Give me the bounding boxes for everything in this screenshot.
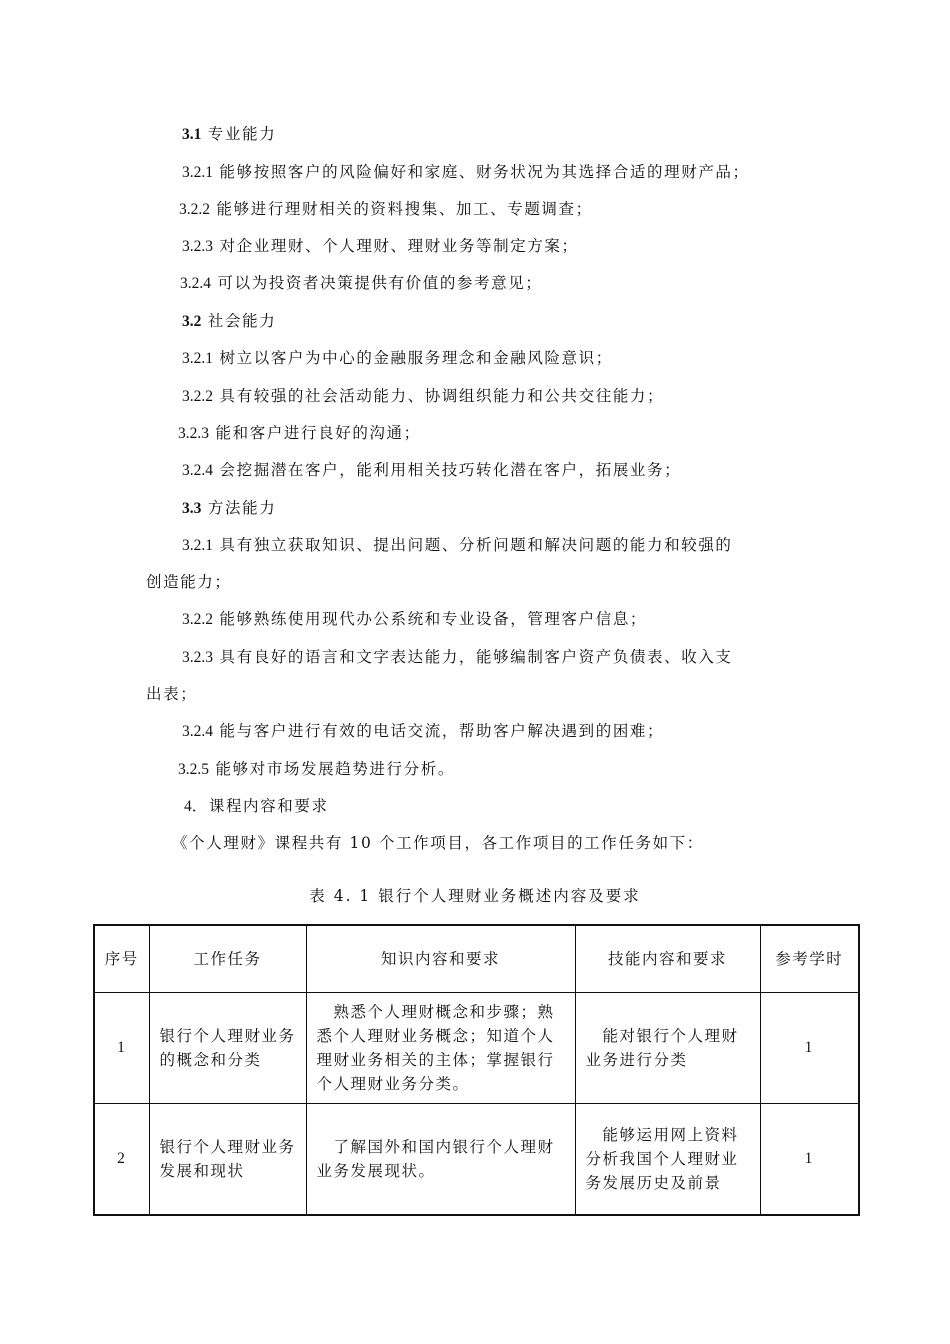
item-text: 能够进行理财相关的资料搜集、加工、专题调查；: [210, 200, 593, 218]
item-number: 3.2.2: [182, 611, 213, 628]
cell-task: 银行个人理财业务的概念和分类: [149, 993, 306, 1104]
cell-index: 2: [94, 1104, 149, 1216]
list-item: [182, 346, 613, 368]
list-item: [182, 719, 664, 741]
item-text: 出表；: [146, 685, 198, 703]
header-hours: 参考学时: [760, 925, 859, 993]
item-number: 3.2.3: [182, 649, 213, 666]
cell-hours: 1: [760, 1104, 859, 1216]
cell-task: 银行个人理财业务发展和现状: [149, 1104, 306, 1216]
item-text: 具有较强的社会活动能力、协调组织能力和公共交往能力；: [213, 387, 665, 405]
list-item-continuation: [146, 570, 232, 592]
section-number: 3.3: [182, 500, 202, 517]
section-heading-professional: [182, 122, 276, 144]
item-number: 3.2.2: [182, 388, 213, 405]
section-heading-method: [182, 496, 276, 518]
item-text: 能够对市场发展趋势进行分析。: [209, 760, 455, 778]
course-table: [93, 924, 860, 1216]
item-number: 3.2.1: [182, 350, 213, 367]
list-item-continuation: [146, 682, 197, 704]
item-number: 3.2.3: [182, 238, 213, 255]
section-heading-social: [182, 309, 276, 331]
item-text: 能与客户进行有效的电话交流，帮助客户解决遇到的困难；: [213, 722, 665, 740]
list-item: [182, 607, 647, 629]
table-row: [94, 993, 859, 1104]
list-item: [182, 234, 579, 256]
item-number: 3.2.5: [178, 761, 209, 778]
item-text: 树立以客户为中心的金融服务理念和金融风险意识；: [213, 349, 613, 367]
item-number: 3.2.4: [182, 723, 213, 740]
item-text: 会挖掘潜在客户，能利用相关技巧转化潜在客户，拓展业务；: [213, 461, 682, 479]
item-text: 对企业理财、个人理财、理财业务等制定方案；: [213, 237, 579, 255]
item-text: 具有良好的语言和文字表达能力，能够编制客户资产负债表、收入支: [213, 648, 733, 666]
list-item: [178, 757, 455, 779]
intro-text: 《个人理财》课程共有 10 个工作项目，各工作项目的工作任务如下：: [172, 834, 704, 852]
list-item: [182, 160, 750, 182]
section-number: 3.1: [182, 126, 202, 143]
item-number: 3.2.4: [180, 275, 211, 292]
item-text: 能够按照客户的风险偏好和家庭、财务状况为其选择合适的理财产品；: [213, 163, 750, 181]
item-text: 具有独立获取知识、提出问题、分析问题和解决问题的能力和较强的: [213, 536, 733, 554]
cell-skill: 能对银行个人理财业务进行分类: [575, 993, 760, 1104]
section-title: 方法能力: [201, 499, 277, 517]
item-number: 3.2.1: [182, 164, 213, 181]
list-item: [182, 384, 664, 406]
cell-skill: 能够运用网上资料分析我国个人理财业务发展历史及前景: [575, 1104, 760, 1216]
section-title: 社会能力: [201, 312, 277, 330]
cell-index: 1: [94, 993, 149, 1104]
header-skill: 技能内容和要求: [575, 925, 760, 993]
list-item: [182, 458, 681, 480]
table-row: [94, 1104, 859, 1216]
item-text: 能够熟练使用现代办公系统和专业设备，管理客户信息；: [213, 610, 648, 628]
item-text: 能和客户进行良好的沟通；: [209, 424, 421, 442]
item-number: 3.2.4: [182, 462, 213, 479]
list-item: [182, 645, 733, 667]
list-item: [178, 421, 421, 443]
cell-knowledge: 熟悉个人理财概念和步骤；熟悉个人理财业务概念；知道个人理财业务相关的主体；掌握银行个人理财业务分类。: [306, 993, 575, 1104]
list-item: [180, 271, 542, 293]
list-item: [182, 533, 733, 555]
header-task: 工作任务: [149, 925, 306, 993]
item-number: 3.2.2: [179, 201, 210, 218]
item-number: 3.2.3: [178, 425, 209, 442]
table-caption: 表 4. 1 银行个人理财业务概述内容及要求: [309, 887, 641, 905]
item-text: 创造能力；: [146, 573, 232, 591]
item-number: 3.2.1: [182, 537, 213, 554]
header-index: 序号: [94, 925, 149, 993]
intro-paragraph: [172, 831, 704, 853]
chapter-number: 4: [184, 798, 192, 815]
chapter-heading: [184, 794, 329, 816]
chapter-title: ．课程内容和要求: [191, 797, 329, 815]
list-item: [179, 197, 593, 219]
table-header-row: [94, 925, 859, 993]
header-knowledge: 知识内容和要求: [306, 925, 575, 993]
cell-knowledge: 了解国外和国内银行个人理财业务发展现状。: [306, 1104, 575, 1216]
cell-hours: 1: [760, 993, 859, 1104]
section-number: 3.2: [182, 313, 202, 330]
section-title: 专业能力: [201, 125, 277, 143]
item-text: 可以为投资者决策提供有价值的参考意见；: [211, 274, 543, 292]
